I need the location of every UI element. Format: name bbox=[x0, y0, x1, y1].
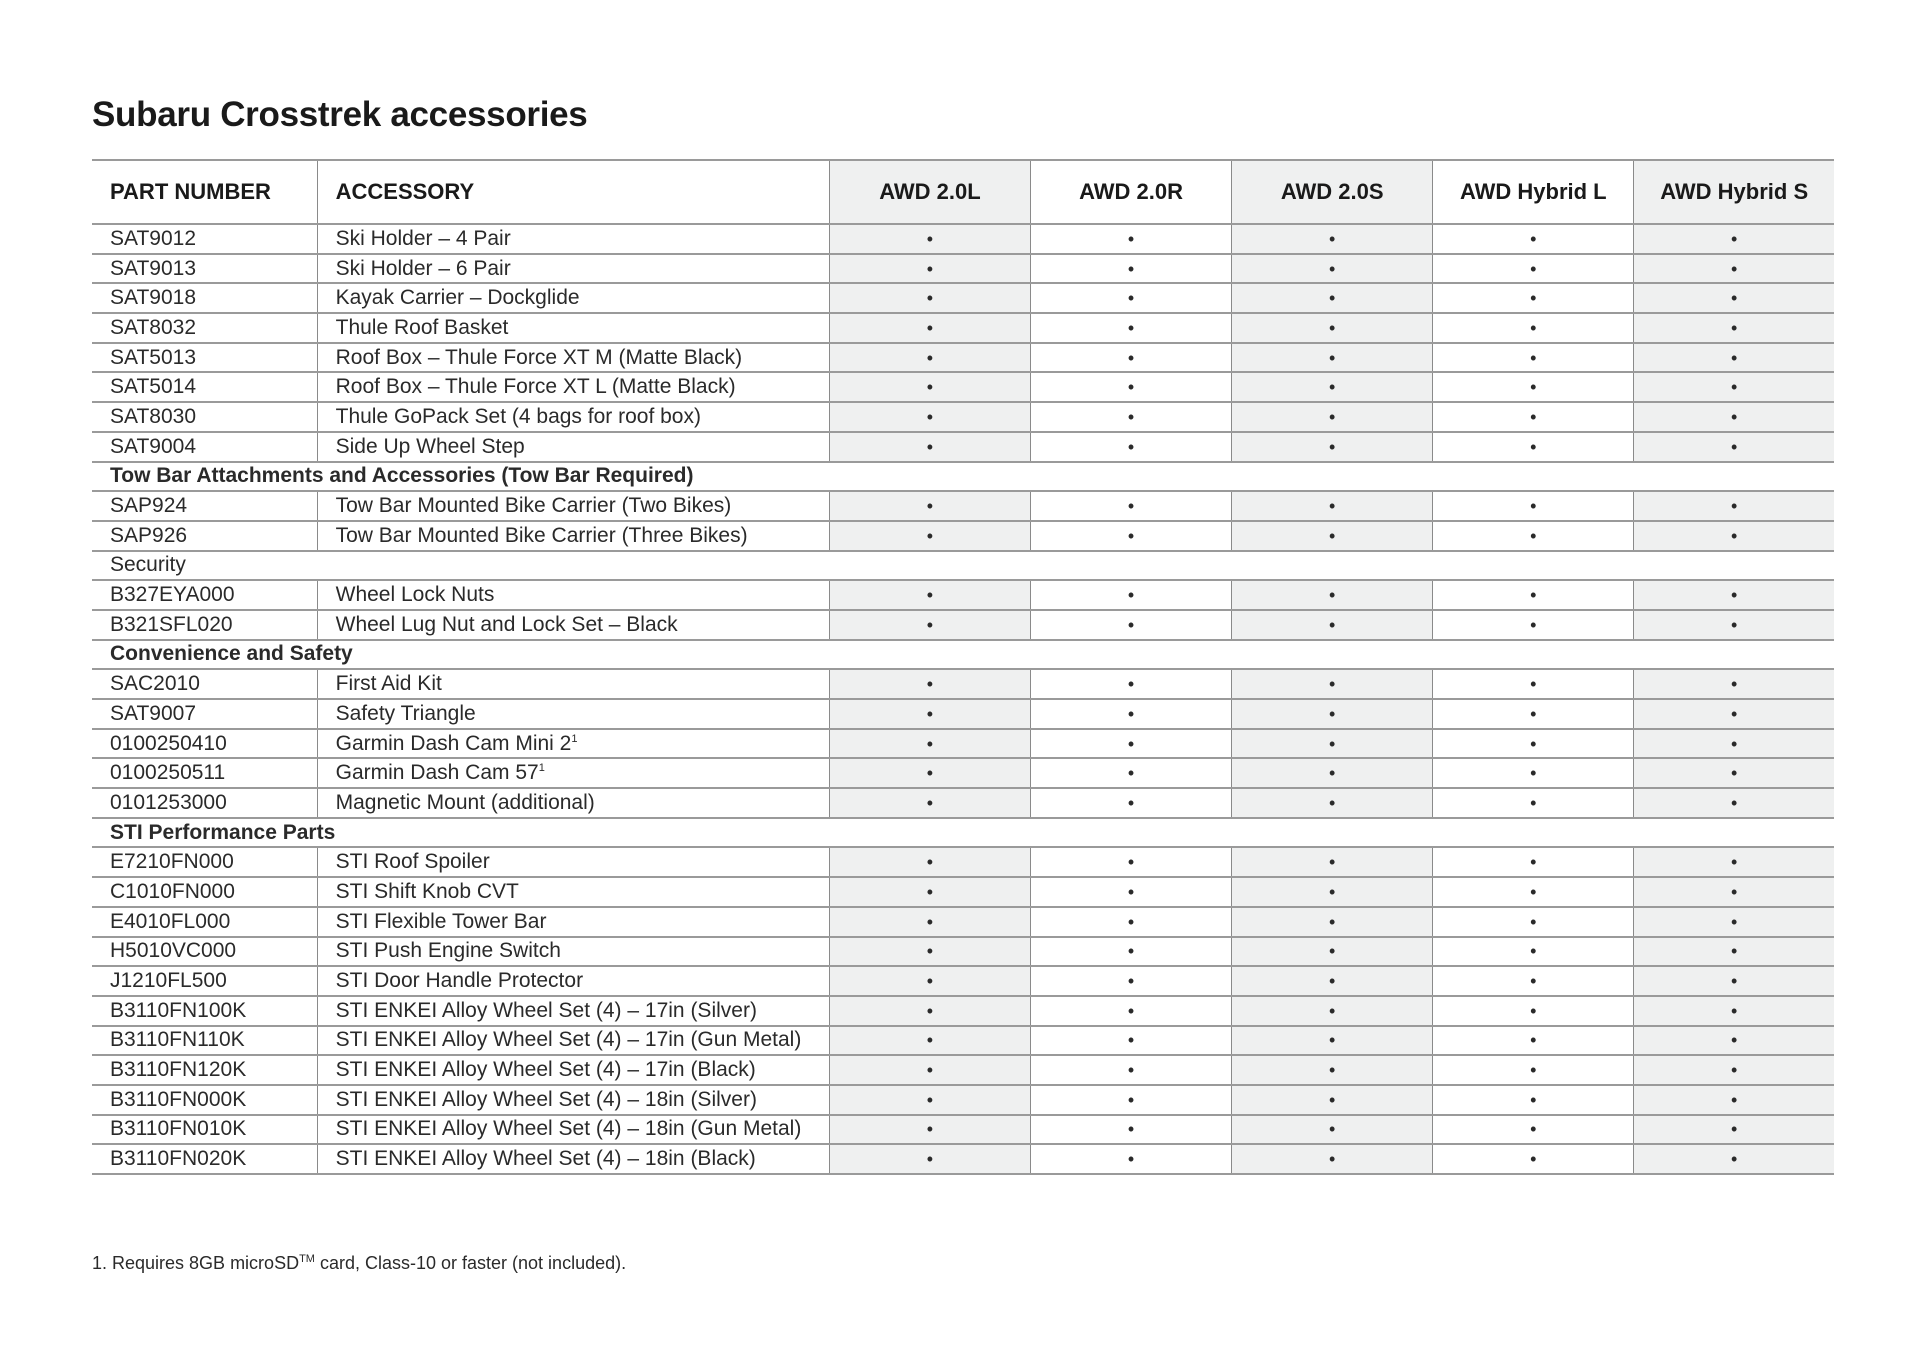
accessory-name-cell bbox=[317, 372, 829, 402]
availability-dot-icon: • bbox=[1634, 758, 1834, 788]
table-row bbox=[92, 491, 1834, 521]
availability-dot-icon: • bbox=[1232, 283, 1433, 313]
accessories-table bbox=[92, 159, 1834, 1175]
availability-dot-icon: • bbox=[1634, 521, 1834, 551]
part-number-cell: B3110FN020K bbox=[92, 1144, 317, 1174]
part-number-cell: 0100250410 bbox=[92, 729, 317, 759]
availability-dot-icon: • bbox=[829, 254, 1030, 284]
accessory-name: First Aid Kit bbox=[335, 672, 442, 696]
accessory-name-cell bbox=[317, 521, 829, 551]
table-row bbox=[92, 907, 1834, 937]
availability-dot-icon: • bbox=[1433, 283, 1634, 313]
accessory-name: Garmin Dash Cam Mini 2 bbox=[335, 731, 572, 755]
accessory-name: STI ENKEI Alloy Wheel Set (4) – 18in (Silver) bbox=[335, 1087, 757, 1111]
availability-dot-icon: • bbox=[1232, 402, 1433, 432]
accessory-name-cell bbox=[317, 937, 829, 967]
footnote-text-end: card, Class-10 or faster (not included). bbox=[314, 1253, 627, 1273]
availability-dot-icon: • bbox=[1031, 669, 1232, 699]
part-number-cell: SAT8032 bbox=[92, 313, 317, 343]
availability-dot-icon: • bbox=[1433, 343, 1634, 373]
availability-dot-icon: • bbox=[1634, 313, 1834, 343]
availability-dot-icon: • bbox=[1433, 1144, 1634, 1174]
table-row bbox=[92, 937, 1834, 967]
table-row bbox=[92, 521, 1834, 551]
accessory-name-cell bbox=[317, 313, 829, 343]
accessory-name: STI ENKEI Alloy Wheel Set (4) – 17in (Black) bbox=[335, 1058, 756, 1082]
accessory-name: STI Flexible Tower Bar bbox=[335, 909, 547, 933]
accessory-name-cell bbox=[317, 402, 829, 432]
accessory-name-cell bbox=[317, 283, 829, 313]
table-row bbox=[92, 580, 1834, 610]
column-header-part-number: PART NUMBER bbox=[92, 160, 317, 224]
availability-dot-icon: • bbox=[1232, 491, 1433, 521]
availability-dot-icon: • bbox=[1232, 847, 1433, 877]
availability-dot-icon: • bbox=[1031, 1026, 1232, 1056]
availability-dot-icon: • bbox=[1031, 610, 1232, 640]
part-number-cell: C1010FN000 bbox=[92, 877, 317, 907]
availability-dot-icon: • bbox=[1634, 996, 1834, 1026]
section-header-row bbox=[92, 640, 1834, 670]
accessory-name-cell bbox=[317, 1115, 829, 1145]
availability-dot-icon: • bbox=[1232, 580, 1433, 610]
availability-dot-icon: • bbox=[829, 343, 1030, 373]
availability-dot-icon: • bbox=[829, 788, 1030, 818]
availability-dot-icon: • bbox=[829, 847, 1030, 877]
availability-dot-icon: • bbox=[1232, 1144, 1433, 1174]
availability-dot-icon: • bbox=[1031, 580, 1232, 610]
availability-dot-icon: • bbox=[1634, 1115, 1834, 1145]
section-header-row bbox=[92, 551, 1834, 581]
availability-dot-icon: • bbox=[829, 521, 1030, 551]
availability-dot-icon: • bbox=[1634, 432, 1834, 462]
part-number-cell: 0100250511 bbox=[92, 758, 317, 788]
part-number-cell: B321SFL020 bbox=[92, 610, 317, 640]
availability-dot-icon: • bbox=[1433, 432, 1634, 462]
accessory-name: STI ENKEI Alloy Wheel Set (4) – 18in (Black) bbox=[335, 1147, 756, 1171]
availability-dot-icon: • bbox=[1031, 283, 1232, 313]
accessory-name: Kayak Carrier – Dockglide bbox=[335, 286, 580, 310]
availability-dot-icon: • bbox=[829, 877, 1030, 907]
availability-dot-icon: • bbox=[1232, 996, 1433, 1026]
part-number-cell: SAC2010 bbox=[92, 669, 317, 699]
part-number-cell: B3110FN100K bbox=[92, 996, 317, 1026]
availability-dot-icon: • bbox=[1031, 966, 1232, 996]
table-row bbox=[92, 847, 1834, 877]
section-header-row bbox=[92, 818, 1834, 848]
availability-dot-icon: • bbox=[1634, 1144, 1834, 1174]
part-number-cell: SAT8030 bbox=[92, 402, 317, 432]
part-number-cell: SAT9013 bbox=[92, 254, 317, 284]
availability-dot-icon: • bbox=[1232, 372, 1433, 402]
availability-dot-icon: • bbox=[1031, 996, 1232, 1026]
table-row bbox=[92, 610, 1834, 640]
accessory-name-cell bbox=[317, 254, 829, 284]
availability-dot-icon: • bbox=[829, 580, 1030, 610]
section-title: Tow Bar Attachments and Accessories (Tow Bar Required) bbox=[92, 462, 1834, 492]
availability-dot-icon: • bbox=[1232, 729, 1433, 759]
footnote-reference: 1 bbox=[538, 762, 545, 775]
availability-dot-icon: • bbox=[1031, 1055, 1232, 1085]
accessory-name: Thule Roof Basket bbox=[335, 315, 509, 339]
availability-dot-icon: • bbox=[1634, 1055, 1834, 1085]
availability-dot-icon: • bbox=[1232, 610, 1433, 640]
column-header-accessory: ACCESSORY bbox=[317, 160, 829, 224]
availability-dot-icon: • bbox=[1232, 937, 1433, 967]
availability-dot-icon: • bbox=[1031, 847, 1232, 877]
table-row bbox=[92, 343, 1834, 373]
table-row bbox=[92, 758, 1834, 788]
availability-dot-icon: • bbox=[1232, 1085, 1433, 1115]
availability-dot-icon: • bbox=[1634, 699, 1834, 729]
accessory-name-cell bbox=[317, 877, 829, 907]
accessory-name-cell bbox=[317, 729, 829, 759]
availability-dot-icon: • bbox=[1634, 254, 1834, 284]
availability-dot-icon: • bbox=[1433, 372, 1634, 402]
availability-dot-icon: • bbox=[1634, 372, 1834, 402]
availability-dot-icon: • bbox=[1031, 758, 1232, 788]
accessory-name-cell bbox=[317, 432, 829, 462]
table-row bbox=[92, 729, 1834, 759]
table-row bbox=[92, 254, 1834, 284]
availability-dot-icon: • bbox=[1031, 402, 1232, 432]
part-number-cell: B3110FN010K bbox=[92, 1115, 317, 1145]
availability-dot-icon: • bbox=[1433, 1115, 1634, 1145]
part-number-cell: E4010FL000 bbox=[92, 907, 317, 937]
availability-dot-icon: • bbox=[1232, 313, 1433, 343]
availability-dot-icon: • bbox=[1433, 877, 1634, 907]
part-number-cell: SAT9012 bbox=[92, 224, 317, 254]
accessory-name: STI ENKEI Alloy Wheel Set (4) – 17in (Silver) bbox=[335, 998, 757, 1022]
availability-dot-icon: • bbox=[1232, 254, 1433, 284]
availability-dot-icon: • bbox=[1232, 907, 1433, 937]
availability-dot-icon: • bbox=[1232, 521, 1433, 551]
accessory-name: Ski Holder – 6 Pair bbox=[335, 256, 511, 280]
availability-dot-icon: • bbox=[829, 758, 1030, 788]
availability-dot-icon: • bbox=[1031, 1115, 1232, 1145]
availability-dot-icon: • bbox=[1433, 1026, 1634, 1056]
trademark-symbol: TM bbox=[299, 1253, 315, 1265]
part-number-cell: SAT9007 bbox=[92, 699, 317, 729]
table-row bbox=[92, 996, 1834, 1026]
availability-dot-icon: • bbox=[1433, 1055, 1634, 1085]
part-number-cell: SAP924 bbox=[92, 491, 317, 521]
table-row bbox=[92, 1144, 1834, 1174]
accessory-name: STI Shift Knob CVT bbox=[335, 879, 519, 903]
part-number-cell: B3110FN000K bbox=[92, 1085, 317, 1115]
availability-dot-icon: • bbox=[1031, 1144, 1232, 1174]
table-row bbox=[92, 1085, 1834, 1115]
page-title: Subaru Crosstrek accessories bbox=[92, 95, 588, 135]
availability-dot-icon: • bbox=[829, 283, 1030, 313]
availability-dot-icon: • bbox=[1433, 996, 1634, 1026]
table-row bbox=[92, 432, 1834, 462]
availability-dot-icon: • bbox=[829, 313, 1030, 343]
accessory-name-cell bbox=[317, 699, 829, 729]
part-number-cell: SAT9018 bbox=[92, 283, 317, 313]
availability-dot-icon: • bbox=[1031, 877, 1232, 907]
availability-dot-icon: • bbox=[1634, 1085, 1834, 1115]
availability-dot-icon: • bbox=[1031, 491, 1232, 521]
accessory-name: Safety Triangle bbox=[335, 701, 476, 725]
availability-dot-icon: • bbox=[1433, 699, 1634, 729]
accessory-name-cell bbox=[317, 580, 829, 610]
column-header-awd-2-0r: AWD 2.0R bbox=[1031, 160, 1232, 224]
availability-dot-icon: • bbox=[829, 402, 1030, 432]
table-row bbox=[92, 402, 1834, 432]
availability-dot-icon: • bbox=[829, 491, 1030, 521]
accessory-name: Thule GoPack Set (4 bags for roof box) bbox=[335, 404, 701, 428]
availability-dot-icon: • bbox=[829, 1144, 1030, 1174]
part-number-cell: J1210FL500 bbox=[92, 966, 317, 996]
availability-dot-icon: • bbox=[1634, 1026, 1834, 1056]
accessory-name: Tow Bar Mounted Bike Carrier (Three Bikes) bbox=[335, 523, 748, 547]
availability-dot-icon: • bbox=[829, 996, 1030, 1026]
part-number-cell: B327EYA000 bbox=[92, 580, 317, 610]
table-body bbox=[92, 224, 1834, 1174]
availability-dot-icon: • bbox=[1031, 521, 1232, 551]
availability-dot-icon: • bbox=[1031, 313, 1232, 343]
accessory-name-cell bbox=[317, 491, 829, 521]
availability-dot-icon: • bbox=[1031, 224, 1232, 254]
availability-dot-icon: • bbox=[1634, 402, 1834, 432]
availability-dot-icon: • bbox=[1031, 937, 1232, 967]
availability-dot-icon: • bbox=[1634, 966, 1834, 996]
accessory-name-cell bbox=[317, 788, 829, 818]
accessory-name: STI Door Handle Protector bbox=[335, 969, 584, 993]
section-title: Security bbox=[92, 551, 1834, 581]
table-row bbox=[92, 1055, 1834, 1085]
availability-dot-icon: • bbox=[1433, 521, 1634, 551]
availability-dot-icon: • bbox=[1031, 729, 1232, 759]
section-title: STI Performance Parts bbox=[92, 818, 1834, 848]
column-header-awd-2-0s: AWD 2.0S bbox=[1232, 160, 1433, 224]
availability-dot-icon: • bbox=[1433, 254, 1634, 284]
accessory-name-cell bbox=[317, 758, 829, 788]
availability-dot-icon: • bbox=[829, 699, 1030, 729]
availability-dot-icon: • bbox=[1031, 699, 1232, 729]
availability-dot-icon: • bbox=[1232, 758, 1433, 788]
availability-dot-icon: • bbox=[1031, 907, 1232, 937]
part-number-cell: B3110FN110K bbox=[92, 1026, 317, 1056]
part-number-cell: SAT5013 bbox=[92, 343, 317, 373]
availability-dot-icon: • bbox=[1634, 907, 1834, 937]
availability-dot-icon: • bbox=[829, 1115, 1030, 1145]
availability-dot-icon: • bbox=[1433, 313, 1634, 343]
accessory-name-cell bbox=[317, 1055, 829, 1085]
table-row bbox=[92, 224, 1834, 254]
accessory-name: Roof Box – Thule Force XT M (Matte Black) bbox=[335, 345, 743, 369]
accessory-name: Ski Holder – 4 Pair bbox=[335, 226, 511, 250]
table-row bbox=[92, 1115, 1834, 1145]
availability-dot-icon: • bbox=[1433, 758, 1634, 788]
column-header-awd-hybrid-l: AWD Hybrid L bbox=[1433, 160, 1634, 224]
accessory-name-cell bbox=[317, 847, 829, 877]
table-row bbox=[92, 283, 1834, 313]
table-row bbox=[92, 1026, 1834, 1056]
part-number-cell: 0101253000 bbox=[92, 788, 317, 818]
availability-dot-icon: • bbox=[1433, 937, 1634, 967]
accessory-name-cell bbox=[317, 1085, 829, 1115]
availability-dot-icon: • bbox=[1634, 610, 1834, 640]
accessory-name: STI Push Engine Switch bbox=[335, 939, 561, 963]
availability-dot-icon: • bbox=[1232, 788, 1433, 818]
accessory-name-cell bbox=[317, 1144, 829, 1174]
availability-dot-icon: • bbox=[1634, 877, 1834, 907]
availability-dot-icon: • bbox=[1634, 491, 1834, 521]
accessory-name-cell bbox=[317, 996, 829, 1026]
part-number-cell: SAP926 bbox=[92, 521, 317, 551]
table-header-row bbox=[92, 160, 1834, 224]
availability-dot-icon: • bbox=[1634, 847, 1834, 877]
availability-dot-icon: • bbox=[829, 1055, 1030, 1085]
footnote bbox=[92, 1253, 626, 1274]
availability-dot-icon: • bbox=[829, 372, 1030, 402]
availability-dot-icon: • bbox=[1634, 283, 1834, 313]
availability-dot-icon: • bbox=[829, 966, 1030, 996]
accessory-name: Magnetic Mount (additional) bbox=[335, 790, 595, 814]
part-number-cell: B3110FN120K bbox=[92, 1055, 317, 1085]
availability-dot-icon: • bbox=[1634, 580, 1834, 610]
availability-dot-icon: • bbox=[1634, 788, 1834, 818]
accessory-name-cell bbox=[317, 966, 829, 996]
availability-dot-icon: • bbox=[1232, 966, 1433, 996]
availability-dot-icon: • bbox=[1433, 847, 1634, 877]
availability-dot-icon: • bbox=[1031, 254, 1232, 284]
availability-dot-icon: • bbox=[829, 729, 1030, 759]
availability-dot-icon: • bbox=[829, 669, 1030, 699]
accessory-name: STI Roof Spoiler bbox=[335, 850, 490, 874]
accessory-name: Roof Box – Thule Force XT L (Matte Black) bbox=[335, 375, 736, 399]
availability-dot-icon: • bbox=[1634, 729, 1834, 759]
table-row bbox=[92, 372, 1834, 402]
availability-dot-icon: • bbox=[1031, 372, 1232, 402]
availability-dot-icon: • bbox=[829, 432, 1030, 462]
availability-dot-icon: • bbox=[1433, 580, 1634, 610]
availability-dot-icon: • bbox=[1433, 729, 1634, 759]
availability-dot-icon: • bbox=[829, 224, 1030, 254]
accessory-name: Tow Bar Mounted Bike Carrier (Two Bikes) bbox=[335, 494, 732, 518]
table-row bbox=[92, 699, 1834, 729]
availability-dot-icon: • bbox=[1232, 669, 1433, 699]
availability-dot-icon: • bbox=[1232, 432, 1433, 462]
availability-dot-icon: • bbox=[1433, 788, 1634, 818]
availability-dot-icon: • bbox=[1232, 224, 1433, 254]
availability-dot-icon: • bbox=[1232, 699, 1433, 729]
accessory-name-cell bbox=[317, 1026, 829, 1056]
part-number-cell: H5010VC000 bbox=[92, 937, 317, 967]
accessory-name-cell bbox=[317, 907, 829, 937]
section-title: Convenience and Safety bbox=[92, 640, 1834, 670]
accessory-name: Garmin Dash Cam 57 bbox=[335, 761, 539, 785]
accessory-name-cell bbox=[317, 343, 829, 373]
availability-dot-icon: • bbox=[1232, 1055, 1433, 1085]
availability-dot-icon: • bbox=[1634, 224, 1834, 254]
section-header-row bbox=[92, 462, 1834, 492]
availability-dot-icon: • bbox=[1232, 343, 1433, 373]
part-number-cell: SAT5014 bbox=[92, 372, 317, 402]
availability-dot-icon: • bbox=[1031, 343, 1232, 373]
accessory-name-cell bbox=[317, 224, 829, 254]
accessory-name: Wheel Lug Nut and Lock Set – Black bbox=[335, 612, 678, 636]
availability-dot-icon: • bbox=[1031, 788, 1232, 818]
accessory-name: Side Up Wheel Step bbox=[335, 434, 525, 458]
availability-dot-icon: • bbox=[829, 610, 1030, 640]
footnote-text-start: 1. Requires 8GB microSD bbox=[92, 1253, 300, 1273]
accessory-name-cell bbox=[317, 669, 829, 699]
availability-dot-icon: • bbox=[1433, 907, 1634, 937]
footnote-reference: 1 bbox=[571, 732, 578, 745]
table-row bbox=[92, 669, 1834, 699]
accessory-name: STI ENKEI Alloy Wheel Set (4) – 17in (Gun Metal) bbox=[335, 1028, 802, 1052]
column-header-awd-hybrid-s: AWD Hybrid S bbox=[1634, 160, 1834, 224]
availability-dot-icon: • bbox=[1433, 669, 1634, 699]
availability-dot-icon: • bbox=[829, 1085, 1030, 1115]
accessory-name: Wheel Lock Nuts bbox=[335, 583, 495, 607]
availability-dot-icon: • bbox=[1433, 610, 1634, 640]
part-number-cell: E7210FN000 bbox=[92, 847, 317, 877]
availability-dot-icon: • bbox=[1031, 432, 1232, 462]
table-row bbox=[92, 877, 1834, 907]
accessory-name: STI ENKEI Alloy Wheel Set (4) – 18in (Gun Metal) bbox=[335, 1117, 802, 1141]
availability-dot-icon: • bbox=[1232, 1026, 1433, 1056]
availability-dot-icon: • bbox=[1433, 491, 1634, 521]
availability-dot-icon: • bbox=[1232, 877, 1433, 907]
availability-dot-icon: • bbox=[829, 937, 1030, 967]
availability-dot-icon: • bbox=[1433, 1085, 1634, 1115]
availability-dot-icon: • bbox=[1433, 966, 1634, 996]
accessory-name-cell bbox=[317, 610, 829, 640]
part-number-cell: SAT9004 bbox=[92, 432, 317, 462]
availability-dot-icon: • bbox=[1433, 224, 1634, 254]
table-row bbox=[92, 313, 1834, 343]
table-row bbox=[92, 966, 1834, 996]
availability-dot-icon: • bbox=[1232, 1115, 1433, 1145]
availability-dot-icon: • bbox=[1634, 343, 1834, 373]
availability-dot-icon: • bbox=[1031, 1085, 1232, 1115]
availability-dot-icon: • bbox=[1634, 669, 1834, 699]
availability-dot-icon: • bbox=[1634, 937, 1834, 967]
availability-dot-icon: • bbox=[829, 1026, 1030, 1056]
availability-dot-icon: • bbox=[829, 907, 1030, 937]
table-row bbox=[92, 788, 1834, 818]
column-header-awd-2-0l: AWD 2.0L bbox=[829, 160, 1030, 224]
availability-dot-icon: • bbox=[1433, 402, 1634, 432]
